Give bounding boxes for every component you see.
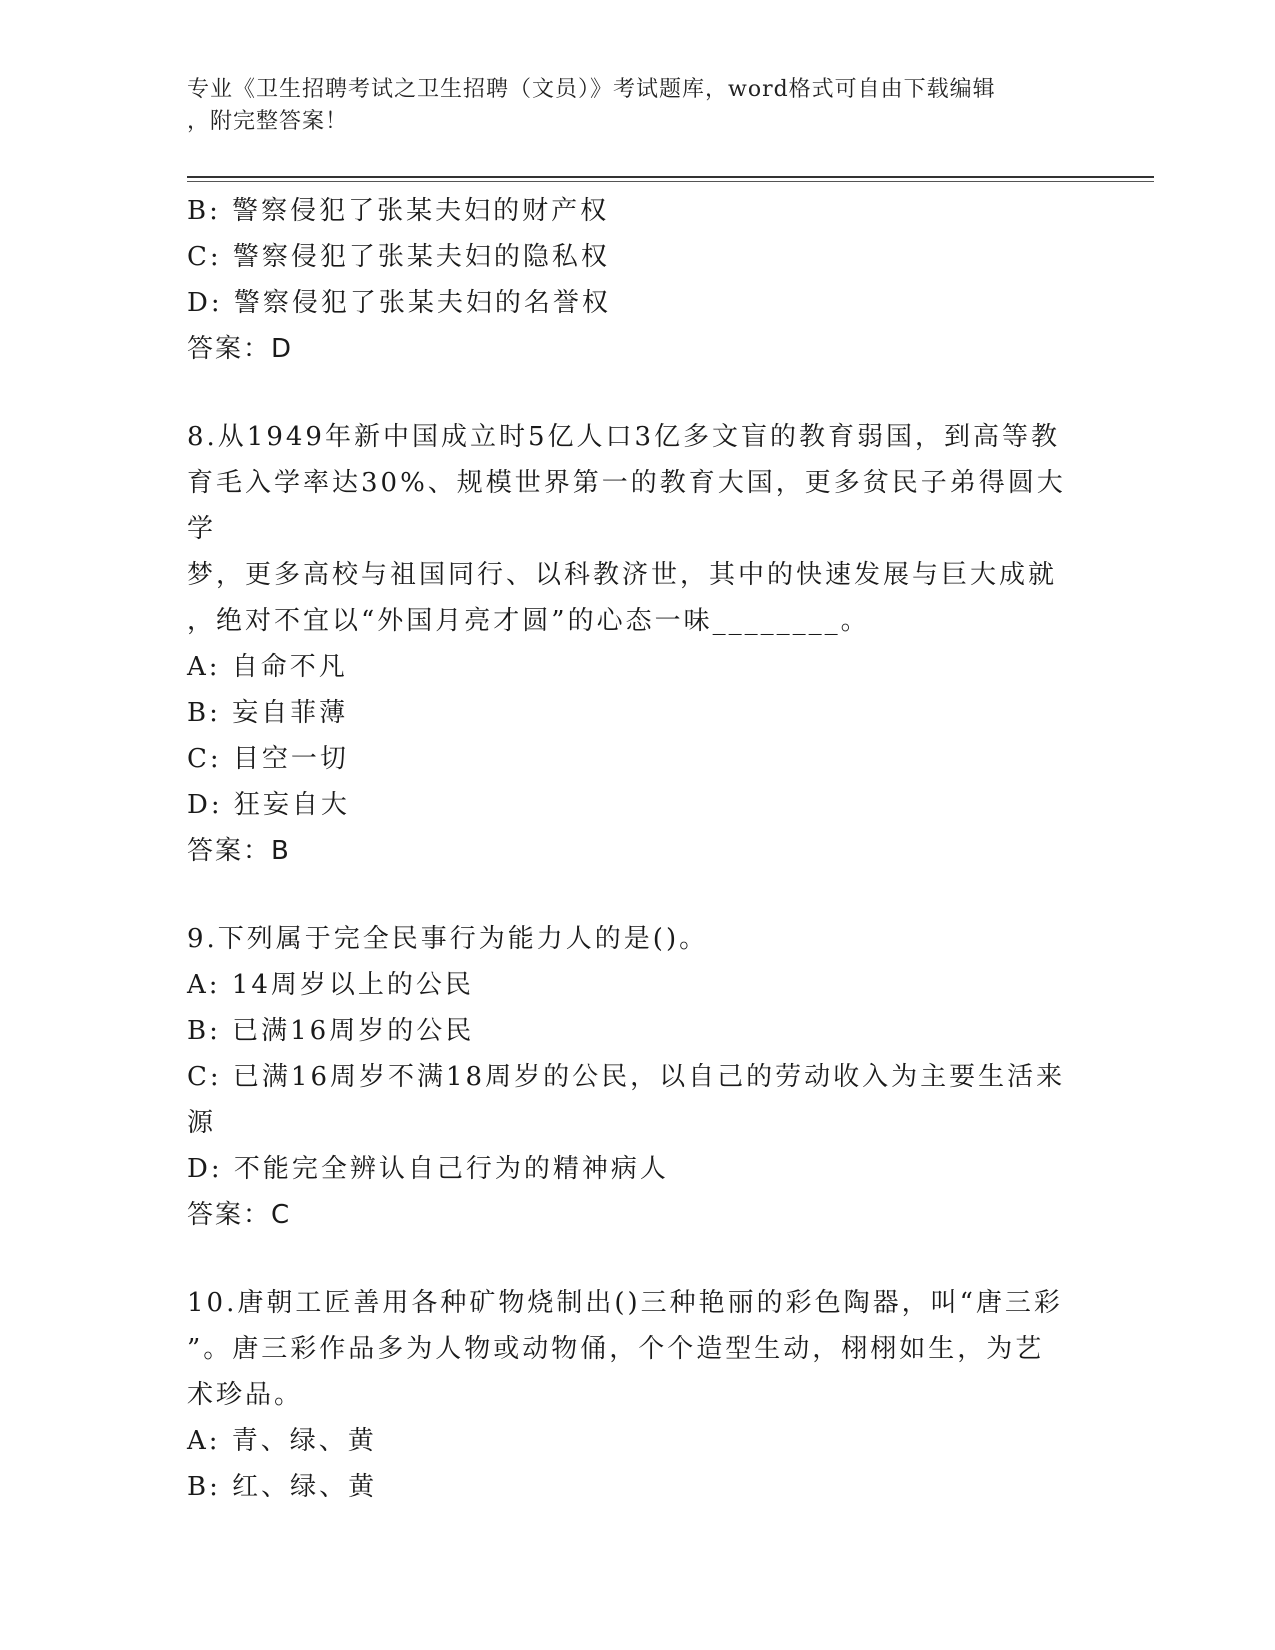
option-c: C: 目空一切: [187, 744, 349, 774]
answer-line: 答案：C: [187, 1200, 292, 1230]
option-d: D: 不能完全辨认自己行为的精神病人: [187, 1154, 669, 1184]
question-stem: [187, 1280, 1087, 1418]
stem-line: 8.从1949年新中国成立时5亿人口3亿多文盲的教育弱国，到高等教: [187, 422, 1061, 452]
stem-line: ，绝对不宜以“外国月亮才圆”的心态一味________。: [187, 606, 870, 636]
question-9: [187, 916, 1087, 1238]
option-d: D: 狂妄自大: [187, 790, 350, 820]
answer-line: 答案：D: [187, 334, 294, 364]
option-a: A: 14周岁以上的公民: [187, 970, 474, 1000]
option-d: D: 警察侵犯了张某夫妇的名誉权: [187, 288, 611, 318]
answer-line: 答案：B: [187, 836, 291, 866]
document-header: [187, 74, 1067, 138]
option-c: C: 已满16周岁不满18周岁的公民，以自己的劳动收入为主要生活来: [187, 1062, 1066, 1092]
spacer: [187, 1238, 1087, 1280]
stem-line: 术珍品。: [187, 1380, 304, 1410]
option-a: A: 青、绿、黄: [187, 1426, 377, 1456]
option-b: B: 警察侵犯了张某夫妇的财产权: [187, 196, 610, 226]
stem-line: 9.下列属于完全民事行为能力人的是()。: [187, 924, 709, 954]
option-a: A: 自命不凡: [187, 652, 348, 682]
header-divider-thin: [187, 181, 1154, 182]
spacer: [187, 874, 1087, 916]
question-stem: [187, 414, 1087, 644]
header-divider-thick: [187, 176, 1154, 178]
option-b: B: 红、绿、黄: [187, 1472, 378, 1502]
question-list: [187, 188, 1087, 1510]
option-b: B: 妄自菲薄: [187, 698, 349, 728]
option-c: C: 警察侵犯了张某夫妇的隐私权: [187, 242, 610, 272]
header-line-2: ，附完整答案！: [187, 109, 349, 134]
stem-line: ”。唐三彩作品多为人物或动物俑，个个造型生动，栩栩如生，为艺: [187, 1334, 1045, 1364]
question-8: [187, 414, 1087, 874]
option-c-continued: 源: [187, 1108, 217, 1138]
question-10: [187, 1280, 1087, 1510]
stem-line: 育毛入学率达30%、规模世界第一的教育大国，更多贫民子弟得圆大学: [187, 468, 1066, 544]
option-b: B: 已满16周岁的公民: [187, 1016, 475, 1046]
stem-line: 10.唐朝工匠善用各种矿物烧制出()三种艳丽的彩色陶器，叫“唐三彩: [187, 1288, 1063, 1318]
question-7-partial: [187, 188, 1087, 372]
header-line-1: 专业《卫生招聘考试之卫生招聘（文员）》考试题库，word格式可自由下载编辑: [187, 77, 996, 102]
stem-line: 梦，更多高校与祖国同行、以科教济世，其中的快速发展与巨大成就: [187, 560, 1058, 590]
question-stem: [187, 916, 1087, 962]
spacer: [187, 372, 1087, 414]
